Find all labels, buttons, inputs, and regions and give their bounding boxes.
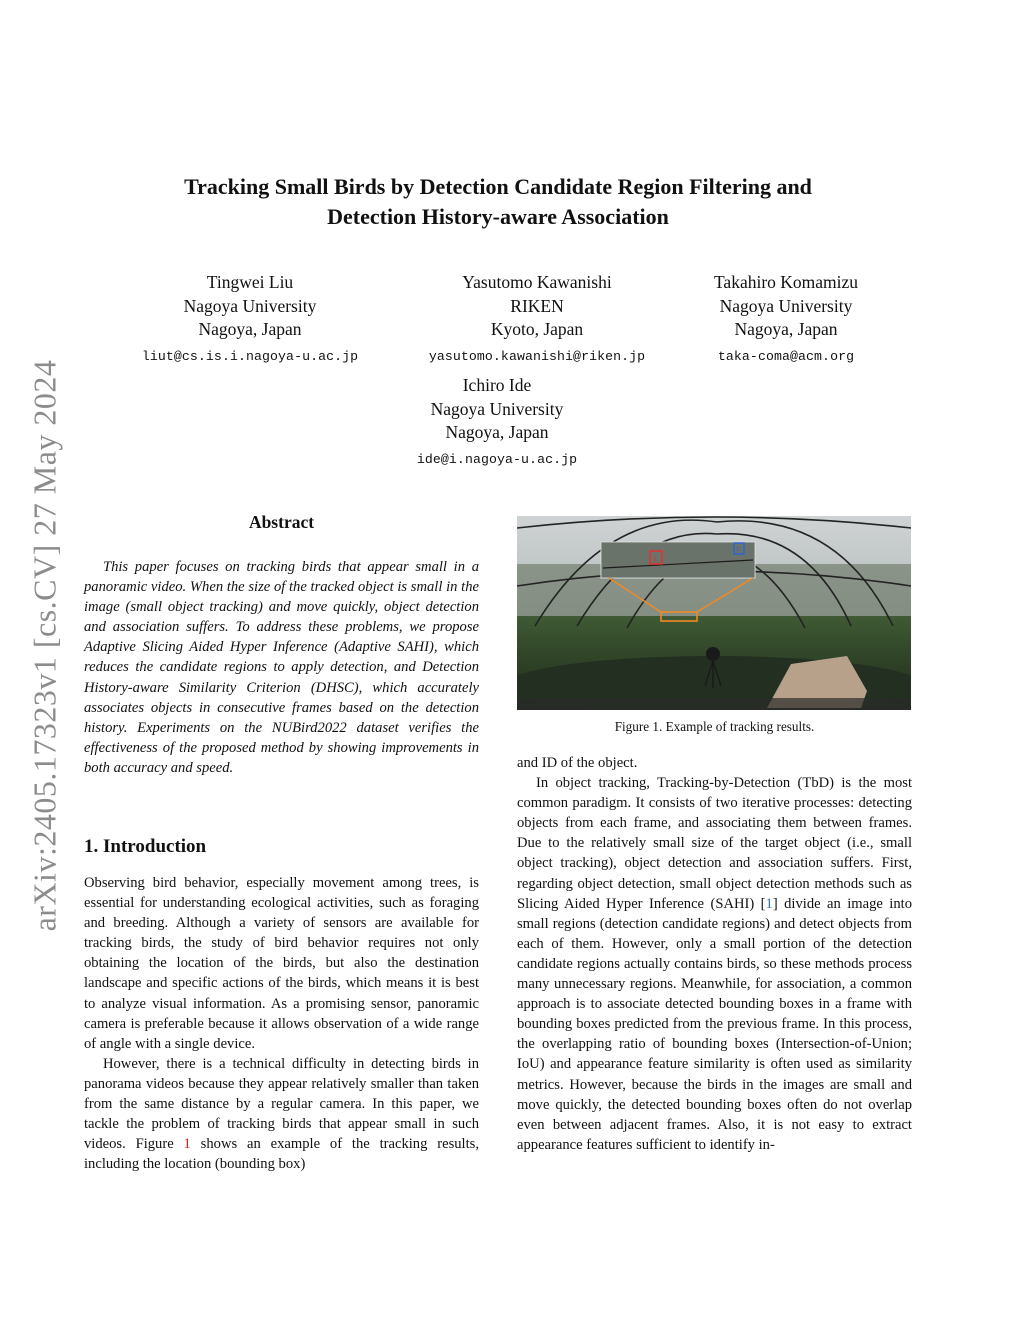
author-affiliation: Nagoya University (719, 295, 853, 316)
bird-id-2: 2 (736, 547, 740, 553)
author-block-3 (646, 271, 926, 368)
arxiv-side-stamp (16, 330, 74, 960)
author-location: Nagoya, Japan (445, 422, 549, 442)
intro-paragraph-2 (84, 1054, 479, 1175)
intro-p2-text-a: However, there is a technical difficulty in detecting birds in panorama videos because they appear relatively smaller than taken from the same distance by a regular camera. In this paper, we tackle the problem of tracking birds that appear small in such videos. Figure (84, 1055, 479, 1153)
bottom-shadow (517, 698, 911, 710)
intro-p3-text-a: In object tracking, Tracking-by-Detection (TbD) is the most common paradigm. It consists of two iterative processes: detecting objects from each frame, and associating them between frames. Due to the relatively small size of the target object (i.e., small object tracking), object detection and association suffers. First, regarding object detection, small object detection methods such as Slicing Aided Hyper Inference (SAHI) [ (517, 775, 912, 912)
author-affiliation: Nagoya University (430, 398, 564, 419)
citation-1-link[interactable]: 1 (765, 895, 773, 912)
zoom-inset-tint (601, 542, 755, 578)
author-email: ide@i.nagoya-u.ac.jp (416, 451, 578, 467)
paper-title (100, 172, 896, 232)
intro-paragraph-3 (517, 773, 912, 1155)
arxiv-id-text: arXiv:2405.17323v1 [cs.CV] 27 May 2024 (26, 359, 63, 931)
right-col-continuation: and ID of the object. (517, 755, 638, 771)
intro-p3-text-b: ] divide an image into small regions (detection candidate regions) and detect objects from each of them. However, only a small portion of the detection candidate regions actually contains birds, so these methods process many unnecessary regions. Meanwhile, for association, a common approach is to associate detected bounding boxes in a frame with bounding boxes predicted from the previous frame. In this process, the overlapping ratio of bounding boxes (Intersection-of-Union; IoU) and appearance feature similarity is often used as similarity metrics. However, because the birds in the images are small and move quickly, the detected bounding boxes often do not overlap even between adjacent frames. Also, it is not easy to extract appearance features sufficient to identify in- (517, 895, 912, 1153)
panorama-tracking-scene (517, 516, 911, 710)
figure-1-image (517, 516, 911, 710)
author-block-2 (387, 271, 687, 368)
author-name: Tingwei Liu (206, 272, 294, 292)
author-name: Takahiro Komamizu (713, 272, 859, 292)
intro-p2-text-b: shows an example of the tracking results, including the location (bounding box) (84, 1136, 479, 1173)
author-email: yasutomo.kawanishi@riken.jp (428, 348, 646, 364)
title-line-2: Detection History-aware Association (327, 204, 669, 229)
author-affiliation: Nagoya University (183, 295, 317, 316)
intro-body (84, 873, 479, 1174)
author-location: Nagoya, Japan (198, 319, 302, 339)
author-location: Kyoto, Japan (490, 319, 584, 339)
author-location: Nagoya, Japan (734, 319, 838, 339)
author-email: liut@cs.is.i.nagoya-u.ac.jp (141, 348, 359, 364)
author-block-4 (347, 374, 647, 471)
author-name: Yasutomo Kawanishi (462, 272, 612, 292)
author-block-1 (100, 271, 400, 368)
camera-tripod-head (706, 647, 720, 661)
abstract-heading: Abstract (248, 512, 315, 532)
abstract-text: This paper focuses on tracking birds that appear small in a panoramic video. When the size of the tracked object is small in the image (small object tracking) and move quickly, object detection and association suffers. To address these problems, we propose Adaptive Slicing Aided Hyper Inference (Adaptive SAHI), which reduces the candidate regions to apply detection, and Detection History-aware Similarity Criterion (DHSC), which accurately associates objects in consecutive frames based on the detection history. Experiments on the NUBird2022 dataset verifies the effectiveness of the proposed method by showing improvements in both accuracy and speed. (84, 559, 479, 776)
bird-id-1: 1 (653, 556, 657, 563)
intro-paragraph-1: Observing bird behavior, especially movement among trees, is essential for understanding ecological activities, such as foraging and breeding. Although a variety of sensors are available for tracking birds, the study of bird behavior requires not only obtaining the location of the birds, but also the destination landscape and specific actions of the birds, which means it is best to analyze visual information. As a promising sensor, panoramic camera is preferable because it allows observation of a wide range of angle with a single device. (84, 875, 479, 1052)
author-affiliation: RIKEN (510, 295, 564, 316)
figure-1-link[interactable]: 1 (183, 1136, 191, 1153)
author-name: Ichiro Ide (462, 375, 532, 395)
intro-heading: 1. Introduction (84, 836, 207, 857)
author-email: taka-coma@acm.org (717, 348, 855, 364)
figure-1-caption: Figure 1. Example of tracking results. (614, 719, 815, 734)
right-column-body (517, 753, 912, 1155)
abstract-body (84, 557, 479, 778)
title-line-1: Tracking Small Birds by Detection Candidate Region Filtering and (184, 174, 812, 199)
